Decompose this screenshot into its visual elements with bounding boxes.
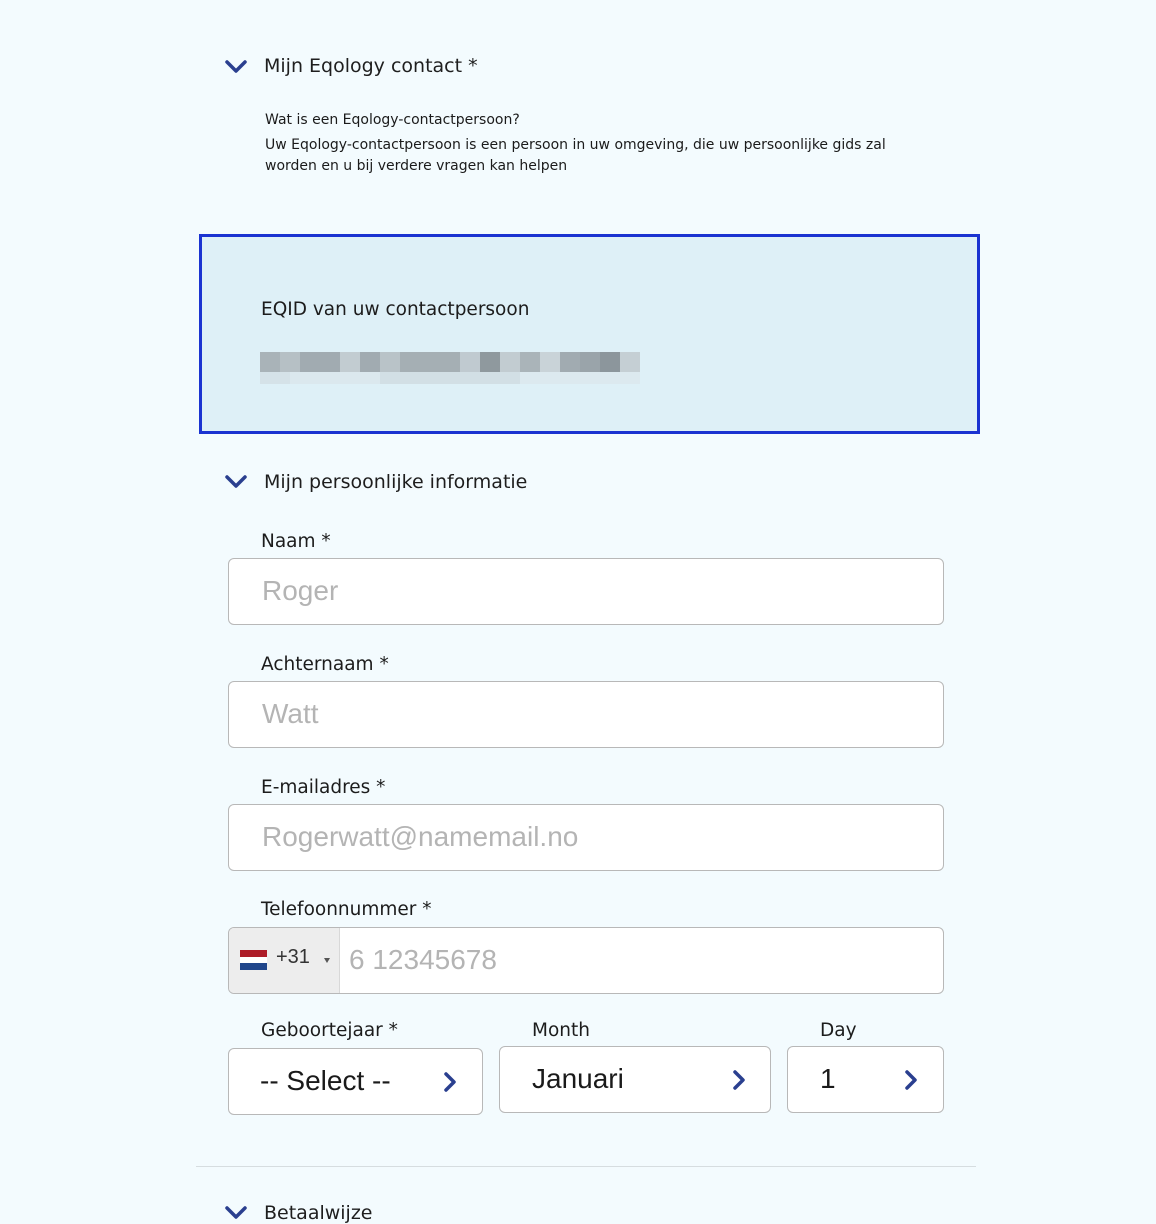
chevron-down-icon[interactable] — [225, 60, 247, 74]
chevron-right-icon — [443, 1071, 457, 1093]
first-name-input[interactable] — [228, 558, 944, 625]
birth-year-label: Geboortejaar * — [261, 1020, 398, 1041]
last-name-placeholder: Watt — [262, 698, 319, 729]
contact-help-text: Uw Eqology-contactpersoon is een persoon in uw omgeving, die uw persoonlijke gids zal worden en u bij verdere vragen kan helpen — [265, 137, 886, 174]
caret-down-icon — [324, 958, 330, 963]
contact-eqid-box — [199, 234, 980, 434]
phone-label: Telefoonnummer * — [261, 899, 432, 920]
country-code-select[interactable] — [229, 928, 340, 993]
contact-section-title[interactable]: Mijn Eqology contact * — [264, 55, 478, 77]
chevron-down-icon[interactable] — [225, 475, 247, 489]
phone-placeholder: 6 12345678 — [349, 944, 497, 975]
phone-field — [228, 927, 944, 994]
eqid-redacted-value — [260, 352, 640, 384]
personal-section-title[interactable]: Mijn persoonlijke informatie — [264, 471, 528, 493]
chevron-down-icon[interactable] — [225, 1206, 247, 1220]
birth-day-select[interactable] — [787, 1046, 944, 1113]
birth-month-label: Month — [532, 1020, 590, 1041]
birth-month-select[interactable] — [499, 1046, 771, 1113]
first-name-label: Naam * — [261, 531, 331, 552]
chevron-right-icon — [732, 1069, 746, 1091]
dial-code: +31 — [276, 946, 310, 968]
last-name-label: Achternaam * — [261, 654, 389, 675]
birth-year-value: -- Select -- — [260, 1065, 391, 1096]
birth-day-label: Day — [820, 1020, 857, 1041]
contact-help-question: Wat is een Eqology-contactpersoon? — [265, 112, 520, 128]
last-name-input[interactable] — [228, 681, 944, 748]
email-input[interactable] — [228, 804, 944, 871]
eqid-label: EQID van uw contactpersoon — [261, 299, 530, 320]
chevron-right-icon — [904, 1069, 918, 1091]
birth-day-value: 1 — [820, 1063, 836, 1094]
payment-section-title[interactable]: Betaalwijze — [264, 1202, 373, 1224]
email-label: E-mailadres * — [261, 777, 386, 798]
netherlands-flag-icon — [240, 950, 267, 970]
email-placeholder: Rogerwatt@namemail.no — [262, 821, 579, 852]
birth-year-select[interactable] — [228, 1048, 483, 1115]
section-divider — [196, 1166, 976, 1167]
phone-input[interactable] — [349, 928, 497, 992]
birth-month-value: Januari — [532, 1063, 624, 1094]
first-name-placeholder: Roger — [262, 575, 339, 606]
